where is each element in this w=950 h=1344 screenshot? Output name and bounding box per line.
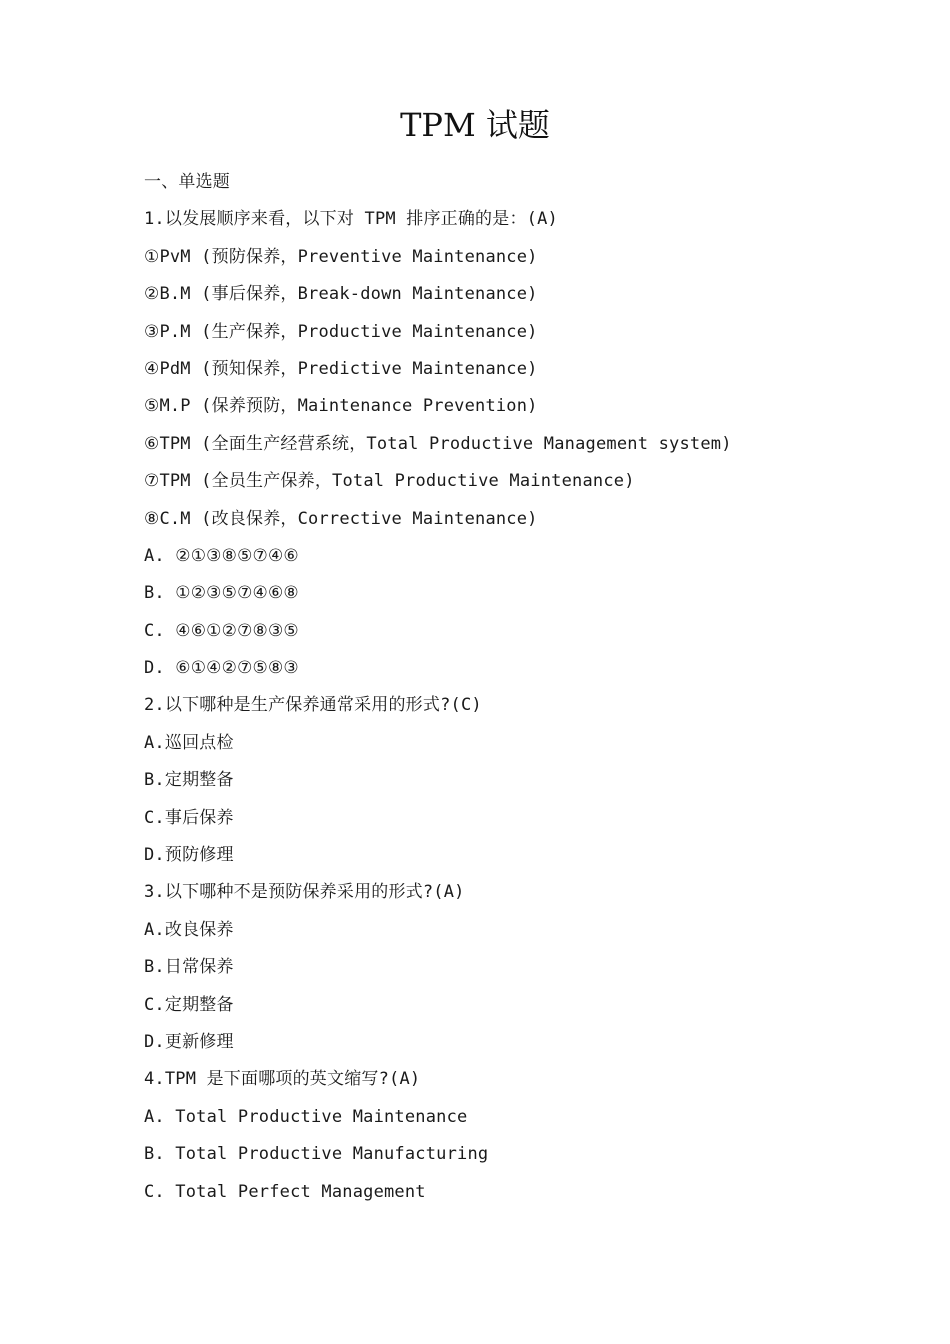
sequence-item: ⑥TPM (全面生产经营系统，Total Productive Management system) [144,433,732,454]
document-title: TPM 试题 [400,106,550,144]
answer-option: B. Total Productive Manufacturing [144,1144,489,1165]
sequence-item: ①PvM (预防保养，Preventive Maintenance) [144,246,538,267]
sequence-item: ④PdM (预知保养，Predictive Maintenance) [144,358,538,379]
question-stem: 4.TPM 是下面哪项的英文缩写?(A) [144,1069,421,1090]
question-stem: 1.以发展顺序来看，以下对 TPM 排序正确的是：(A) [144,209,558,230]
question-2 [144,687,864,874]
question-stem: 2.以下哪种是生产保养通常采用的形式?(C) [144,695,482,716]
question-3 [144,874,864,1061]
answer-option: B.定期整备 [144,770,234,791]
question-4 [144,1061,864,1211]
answer-option: B.日常保养 [144,957,234,978]
document-body [144,164,864,1211]
answer-option: A.改良保养 [144,919,234,940]
sequence-item: ②B.M (事后保养，Break-down Maintenance) [144,284,538,305]
answer-option: A.巡回点检 [144,732,234,753]
sequence-item: ⑦TPM (全员生产保养，Total Productive Maintenance) [144,471,635,492]
answer-option: A. Total Productive Maintenance [144,1106,468,1127]
answer-option: C.事后保养 [144,807,234,828]
section-heading: 一、单选题 [144,172,230,192]
question-stem: 3.以下哪种不是预防保养采用的形式?(A) [144,882,465,903]
answer-option: D. ⑥①④②⑦⑤⑧③ [144,658,299,679]
sequence-item: ⑤M.P (保养预防，Maintenance Prevention) [144,396,538,417]
sequence-item: ⑧C.M (改良保养，Corrective Maintenance) [144,508,538,529]
answer-option: B. ①②③⑤⑦④⑥⑧ [144,583,299,604]
answer-option: D.更新修理 [144,1031,234,1052]
answer-option: C. Total Perfect Management [144,1181,426,1202]
question-1 [144,201,864,687]
answer-option: D.预防修理 [144,845,234,866]
sequence-item: ③P.M (生产保养，Productive Maintenance) [144,321,538,342]
answer-option: A. ②①③⑧⑤⑦④⑥ [144,545,299,566]
answer-option: C.定期整备 [144,994,234,1015]
answer-option: C. ④⑥①②⑦⑧③⑤ [144,620,299,641]
